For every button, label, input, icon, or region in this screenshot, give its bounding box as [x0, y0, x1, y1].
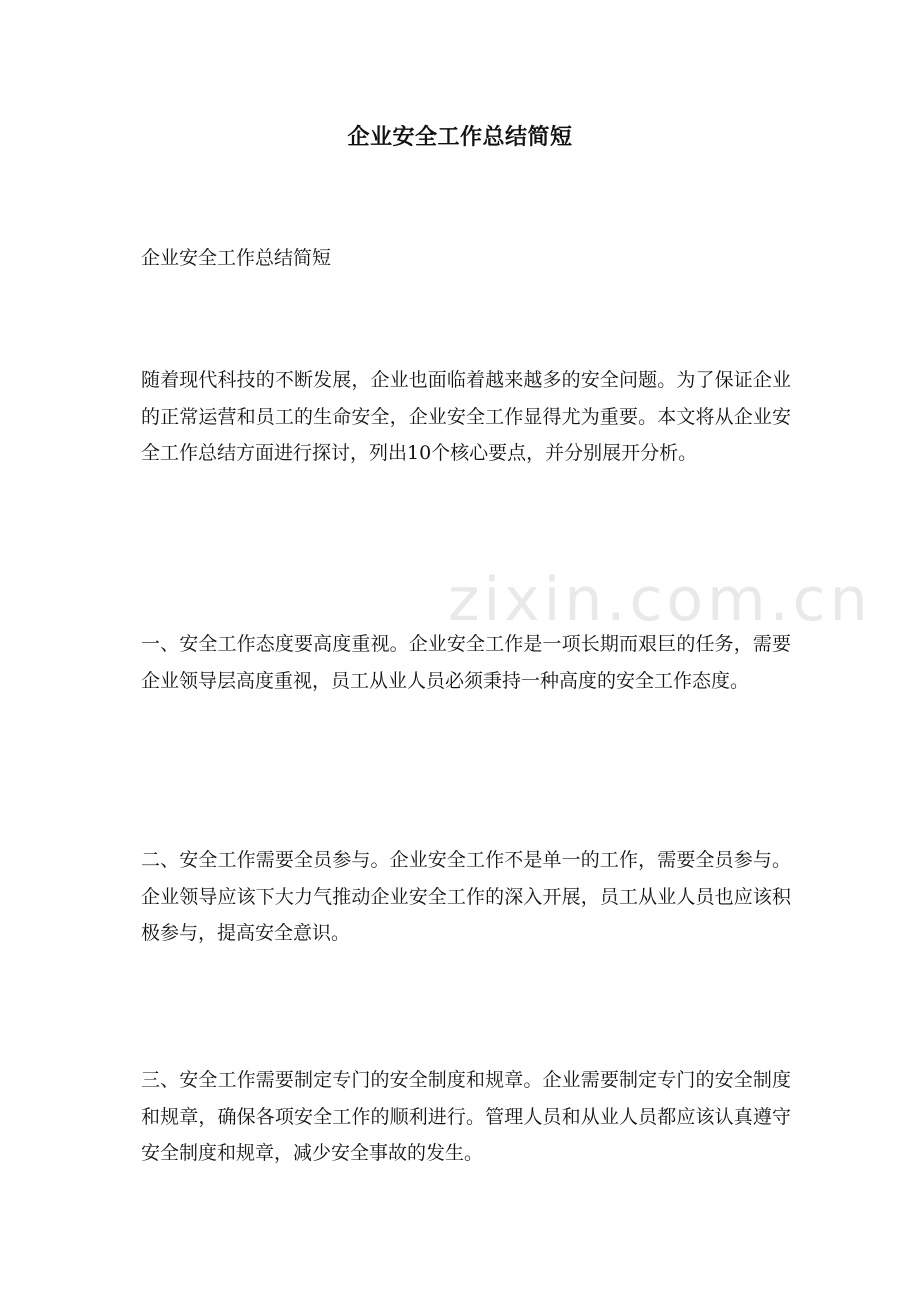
page-title: 企业安全工作总结简短: [347, 124, 573, 150]
watermark: zixin.com.cn: [448, 565, 872, 635]
paragraph-point-3: 三、安全工作需要制定专门的安全制度和规章。企业需要制定专门的安全制度和规章，确保各项安全工作的顺利进行。管理人员和从业人员都应该认真遵守安全制度和规章，减少安全事故的发生。: [141, 1069, 791, 1164]
paragraph-intro: 随着现代科技的不断发展，企业也面临着越来越多的安全问题。为了保证企业的正常运营和员工的生命安全，企业安全工作显得尤为重要。本文将从企业安全工作总结方面进行探讨，列出10个核心要点，并分别展开分析。: [141, 369, 791, 464]
document-subtitle: 企业安全工作总结简短: [141, 247, 332, 269]
paragraph-point-2: 二、安全工作需要全员参与。企业安全工作不是单一的工作，需要全员参与。企业领导应该下大力气推动企业安全工作的深入开展，员工从业人员也应该积极参与，提高安全意识。: [141, 849, 791, 944]
paragraph-point-1: 一、安全工作态度要高度重视。企业安全工作是一项长期而艰巨的任务，需要企业领导层高度重视，员工从业人员必须秉持一种高度的安全工作态度。: [141, 633, 791, 692]
